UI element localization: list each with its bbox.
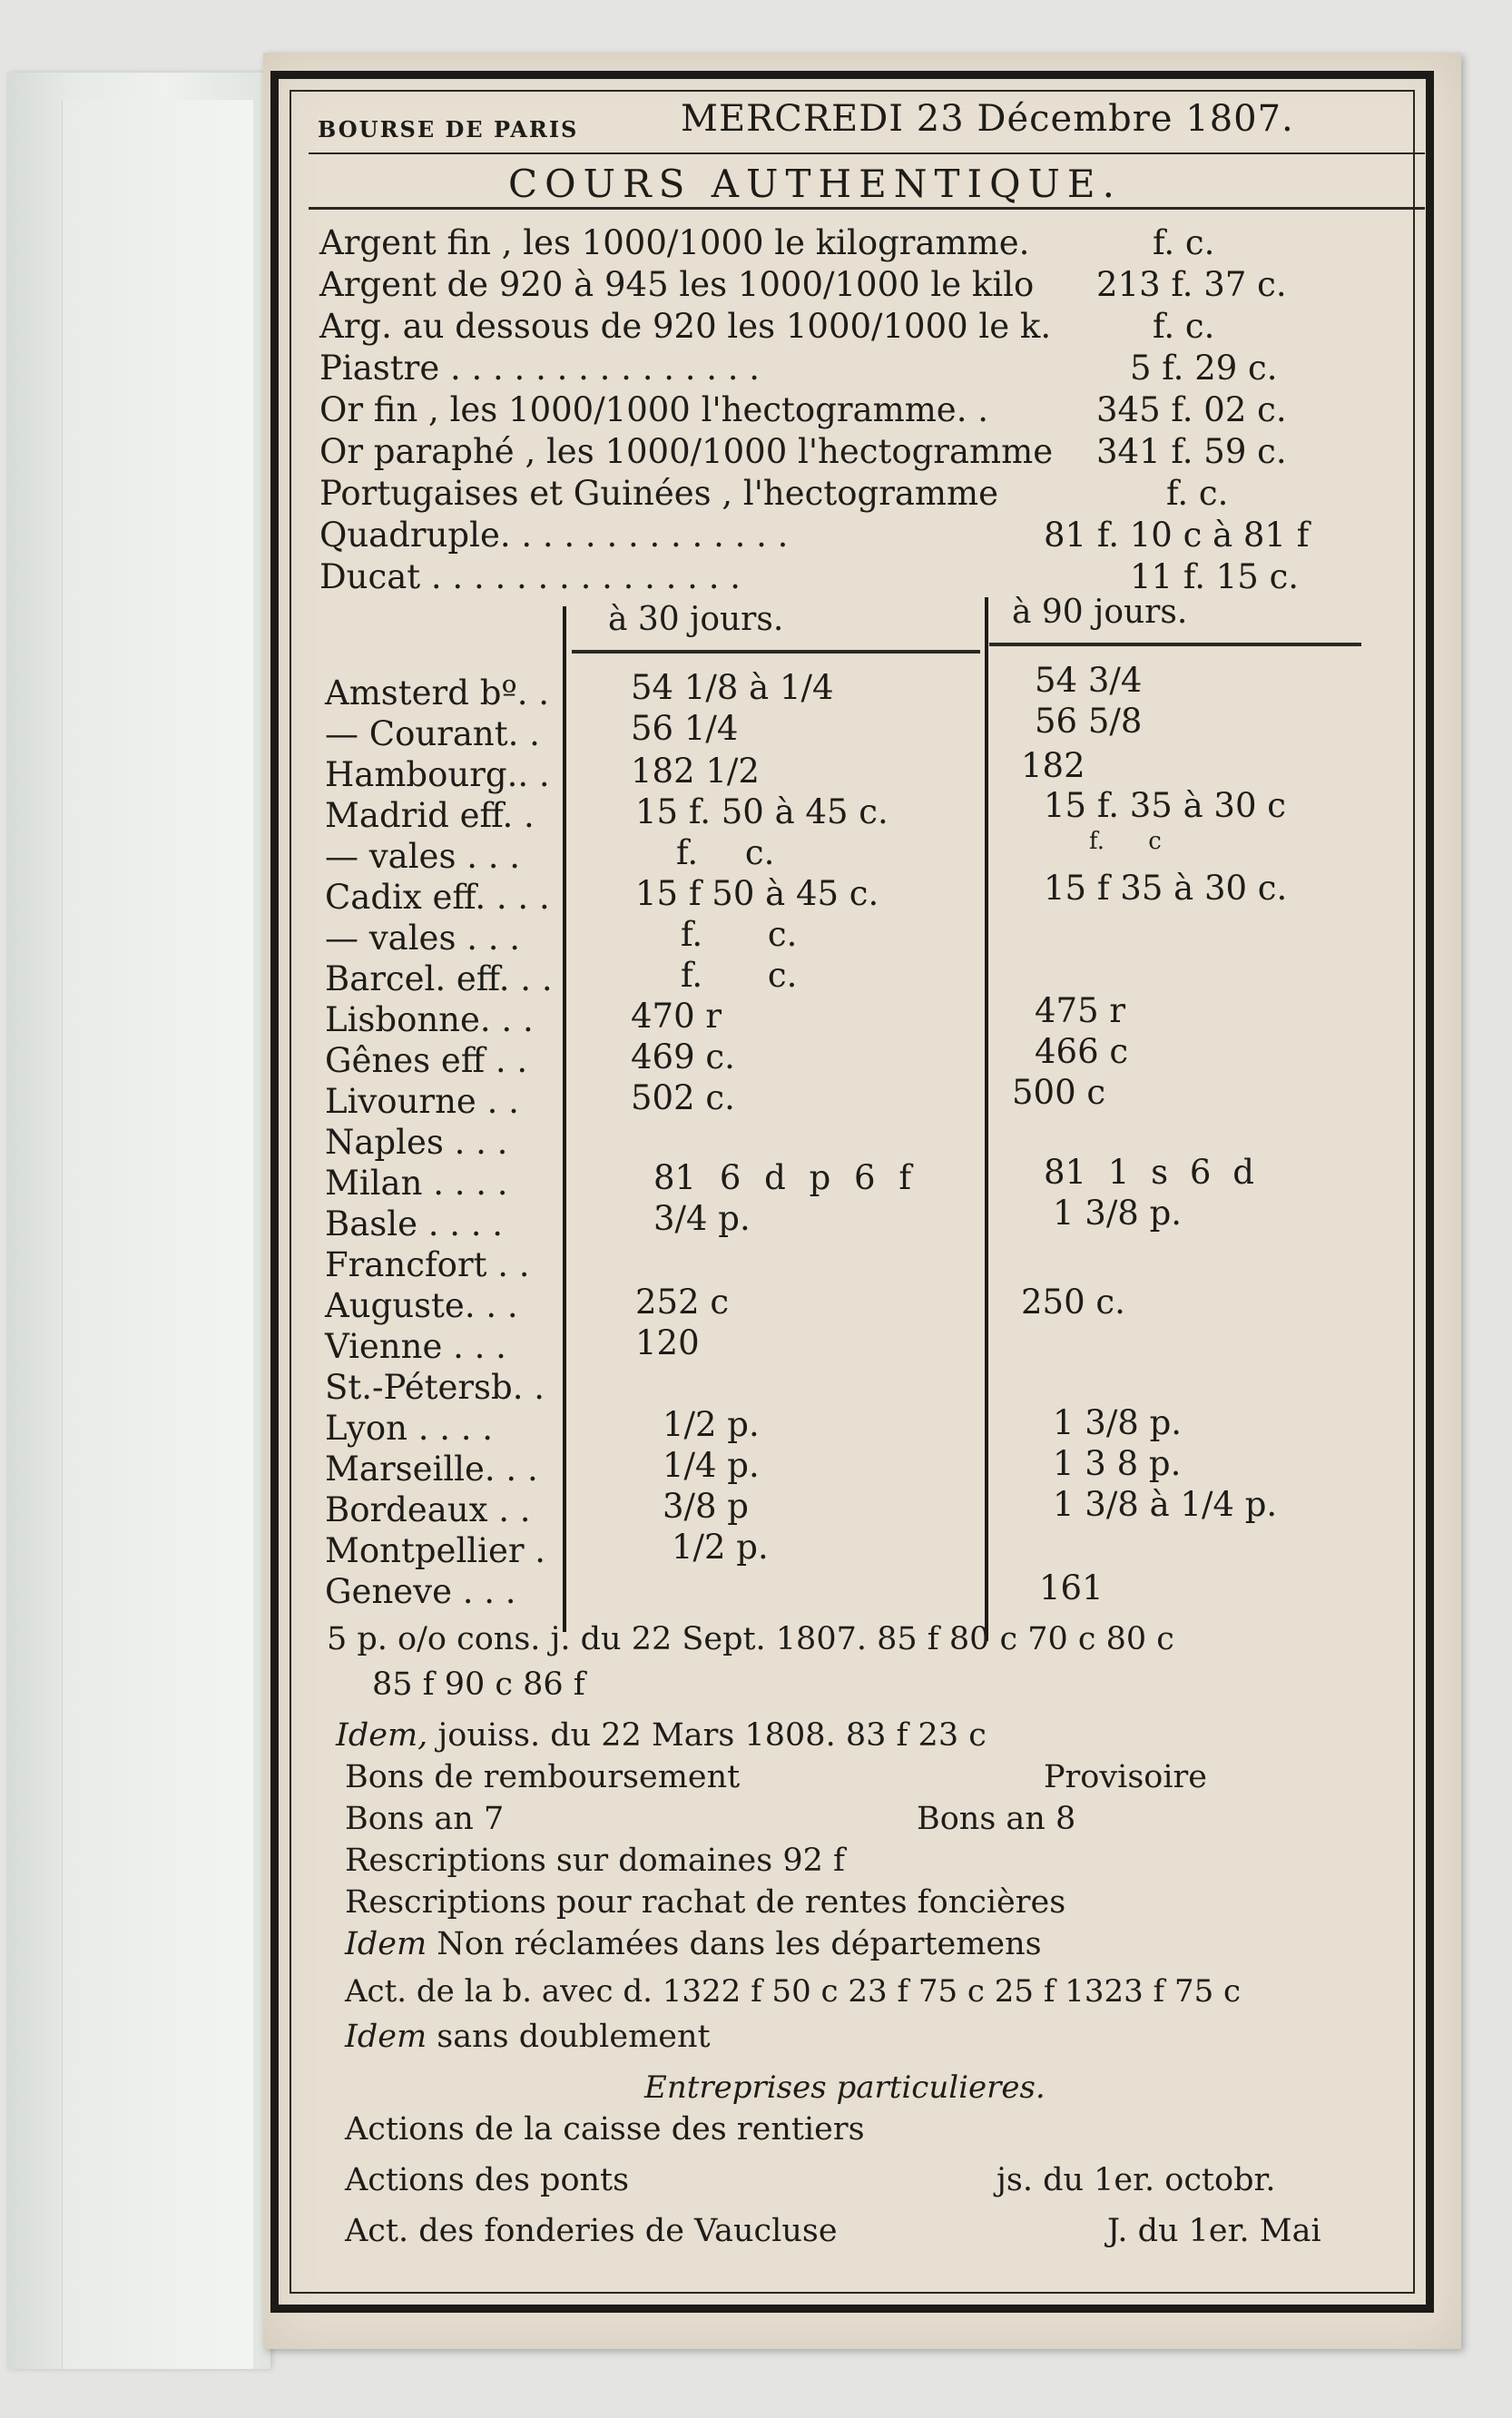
rate-30: 54 1/8 à 1/4 bbox=[631, 668, 834, 707]
metal-value: 213 f. 37 c. bbox=[1096, 265, 1287, 304]
folded-paper-edge bbox=[7, 73, 270, 2369]
metal-label: Argent de 920 à 945 les 1000/1000 le kilo bbox=[319, 265, 1035, 304]
rate-90: 466 c bbox=[1035, 1032, 1129, 1071]
city-label: Francfort . . bbox=[325, 1245, 530, 1284]
rente-consolidee: 5 p. o/o cons. j. du 22 Sept. 1807. 85 f 80 c 70 c 80 c bbox=[327, 1621, 1174, 1657]
metal-value: f. c. bbox=[1153, 223, 1215, 262]
rate-90: 500 c bbox=[1012, 1073, 1106, 1112]
city-label: Barcel. eff. . . bbox=[325, 959, 553, 998]
metal-label: Portugaises et Guinées , l'hectogramme bbox=[319, 474, 999, 513]
metal-label: Ducat . . . . . . . . . . . . . . . bbox=[319, 557, 741, 596]
bons-an-8: Bons an 8 bbox=[917, 1801, 1076, 1837]
idem-value: sans doublement bbox=[437, 2019, 711, 2055]
rate-90: 15 f 35 à 30 c. bbox=[1044, 869, 1288, 908]
city-label: St.-Pétersb. . bbox=[325, 1368, 545, 1407]
rate-30: 56 1/4 bbox=[631, 709, 739, 748]
rate-30: 182 1/2 bbox=[631, 752, 760, 791]
rate-90: 81 1 s 6 d bbox=[1044, 1153, 1254, 1192]
rate-30: 470 r bbox=[631, 997, 722, 1036]
rate-30: f. c. bbox=[681, 915, 798, 954]
col-divider-right bbox=[985, 597, 988, 1641]
rate-30: 1/2 p. bbox=[672, 1528, 769, 1567]
city-label: — vales . . . bbox=[325, 919, 521, 958]
rate-90: 54 3/4 bbox=[1035, 661, 1143, 700]
actions-fonderies-jouissance: J. du 1er. Mai bbox=[1107, 2213, 1321, 2249]
city-label: Geneve . . . bbox=[325, 1572, 516, 1611]
city-label: Marseille. . . bbox=[325, 1450, 538, 1489]
col90-rule bbox=[989, 643, 1361, 646]
col-divider-left bbox=[563, 606, 566, 1632]
rescriptions-domaines: Rescriptions sur domaines 92 f bbox=[345, 1843, 845, 1879]
metal-row bbox=[319, 474, 998, 513]
city-label: Lyon . . . . bbox=[325, 1409, 494, 1448]
idem-non-reclamees bbox=[345, 1926, 1042, 1962]
city-label: Cadix eff. . . . bbox=[325, 878, 550, 917]
metal-value: 341 f. 59 c. bbox=[1096, 432, 1287, 471]
metal-row bbox=[319, 557, 741, 596]
city-label: Amsterd bº. . bbox=[325, 673, 550, 713]
bons-an-7: Bons an 7 bbox=[345, 1801, 505, 1837]
rate-30: 1/4 p. bbox=[663, 1446, 760, 1485]
bons-remboursement: Bons de remboursement bbox=[345, 1759, 741, 1795]
title-rule bbox=[309, 207, 1425, 210]
page-title: COURS AUTHENTIQUE. bbox=[508, 162, 1122, 206]
header-rule bbox=[309, 152, 1425, 154]
col30-rule bbox=[572, 650, 980, 654]
metal-label: Or fin , les 1000/1000 l'hectogramme. . bbox=[319, 390, 988, 429]
rate-90: 182 bbox=[1021, 746, 1085, 785]
metal-label: Quadruple. . . . . . . . . . . . . . bbox=[319, 516, 789, 555]
rate-90: 1 3 8 p. bbox=[1053, 1444, 1182, 1483]
rente-idem-line bbox=[336, 1717, 987, 1754]
metal-value: 81 f. 10 c à 81 f bbox=[1044, 516, 1310, 555]
rate-30: 15 f. 50 à 45 c. bbox=[635, 792, 889, 831]
metal-value: 5 f. 29 c. bbox=[1130, 349, 1278, 388]
rate-90: 161 bbox=[1039, 1568, 1104, 1607]
city-label: Madrid eff. . bbox=[325, 796, 535, 835]
idem-label: Idem bbox=[345, 1926, 427, 1962]
rate-30: 502 c. bbox=[631, 1078, 735, 1117]
city-label: Bordeaux . . bbox=[325, 1490, 531, 1529]
rate-90: 475 r bbox=[1035, 991, 1126, 1030]
city-label: Lisbonne. . . bbox=[325, 1000, 534, 1039]
metal-value: f. c. bbox=[1153, 307, 1215, 346]
rate-90: 1 3/8 p. bbox=[1053, 1403, 1183, 1442]
bulletin-date: MERCREDI 23 Décembre 1807. bbox=[681, 98, 1294, 140]
actions-ponts: Actions des ponts bbox=[345, 2162, 630, 2198]
rate-30: 3/4 p. bbox=[653, 1199, 751, 1238]
col-header-90-days: à 90 jours. bbox=[1012, 594, 1188, 631]
metal-row bbox=[319, 265, 1034, 304]
city-label: — Courant. . bbox=[325, 714, 540, 753]
rate-30: 81 6 d p 6 f bbox=[653, 1158, 912, 1197]
metal-label: Argent fin , les 1000/1000 le kilogramme. bbox=[319, 223, 1030, 262]
actions-caisse-rentiers: Actions de la caisse des rentiers bbox=[345, 2111, 865, 2148]
idem-value: Non réclamées dans les départemens bbox=[437, 1926, 1042, 1962]
actions-fonderies: Act. des fonderies de Vaucluse bbox=[345, 2213, 838, 2249]
idem-value: jouiss. du 22 Mars 1808. 83 f 23 c bbox=[437, 1717, 987, 1754]
entreprises-heading: Entreprises particulieres. bbox=[644, 2069, 1046, 2106]
rate-30: f. c. bbox=[681, 956, 798, 995]
metal-value: f. c. bbox=[1166, 474, 1229, 513]
metal-label: Or paraphé , les 1000/1000 l'hectogramme bbox=[319, 432, 1054, 471]
actions-banque: Act. de la b. avec d. 1322 f 50 c 23 f 75 c 25 f 1323 f 75 c bbox=[345, 1973, 1242, 2010]
rate-90: 250 c. bbox=[1021, 1283, 1125, 1322]
metal-row bbox=[319, 223, 1029, 262]
rate-30: 3/8 p bbox=[663, 1487, 749, 1526]
city-label: Gênes eff . . bbox=[325, 1041, 528, 1080]
metal-row bbox=[319, 390, 988, 429]
metal-value: 345 f. 02 c. bbox=[1096, 390, 1287, 429]
rate-90: 1 3/8 à 1/4 p. bbox=[1053, 1485, 1278, 1524]
rate-30: 15 f 50 à 45 c. bbox=[635, 874, 879, 913]
rate-30: 252 c bbox=[635, 1283, 730, 1322]
metal-row bbox=[319, 432, 1053, 471]
metal-row bbox=[319, 349, 760, 388]
rate-30: 1/2 p. bbox=[663, 1405, 760, 1444]
city-label: Montpellier . bbox=[325, 1531, 546, 1570]
city-label: Vienne . . . bbox=[325, 1327, 506, 1366]
city-label: Milan . . . . bbox=[325, 1164, 508, 1203]
rate-30: 120 bbox=[635, 1323, 700, 1362]
city-label: Naples . . . bbox=[325, 1123, 508, 1162]
rate-90: 15 f. 35 à 30 c bbox=[1044, 786, 1286, 825]
rate-90: 56 5/8 bbox=[1035, 702, 1143, 741]
rate-90: f. c bbox=[1089, 828, 1162, 855]
rescriptions-rachat: Rescriptions pour rachat de rentes foncières bbox=[345, 1884, 1066, 1921]
fold-inner-panel bbox=[62, 100, 253, 2369]
rate-30: 469 c. bbox=[631, 1037, 735, 1076]
idem-sans-doublement bbox=[345, 2019, 711, 2055]
metal-label: Arg. au dessous de 920 les 1000/1000 le k. bbox=[319, 307, 1052, 346]
metal-row bbox=[319, 307, 1051, 346]
col-header-30-days: à 30 jours. bbox=[608, 601, 784, 638]
city-label: — vales . . . bbox=[325, 837, 521, 876]
rate-90: 1 3/8 p. bbox=[1053, 1194, 1183, 1233]
city-label: Livourne . . bbox=[325, 1082, 519, 1121]
actions-ponts-jouissance: js. du 1er. octobr. bbox=[997, 2162, 1276, 2198]
city-label: Basle . . . . bbox=[325, 1204, 504, 1243]
city-label: Auguste. . . bbox=[325, 1286, 518, 1325]
metal-row bbox=[319, 516, 788, 555]
idem-label: Idem, bbox=[336, 1717, 428, 1754]
idem-label: Idem bbox=[345, 2019, 427, 2055]
city-label: Hambourg.. . bbox=[325, 755, 550, 794]
bons-provisoire: Provisoire bbox=[1044, 1759, 1207, 1795]
metal-label: Piastre . . . . . . . . . . . . . . . bbox=[319, 349, 761, 388]
bourse-sheet bbox=[263, 53, 1461, 2349]
rate-30: f. c. bbox=[676, 833, 775, 872]
rente-consolidee-cont: 85 f 90 c 86 f bbox=[372, 1666, 585, 1703]
metal-value: 11 f. 15 c. bbox=[1130, 557, 1300, 596]
exchange-name: BOURSE DE PARIS bbox=[318, 116, 579, 143]
